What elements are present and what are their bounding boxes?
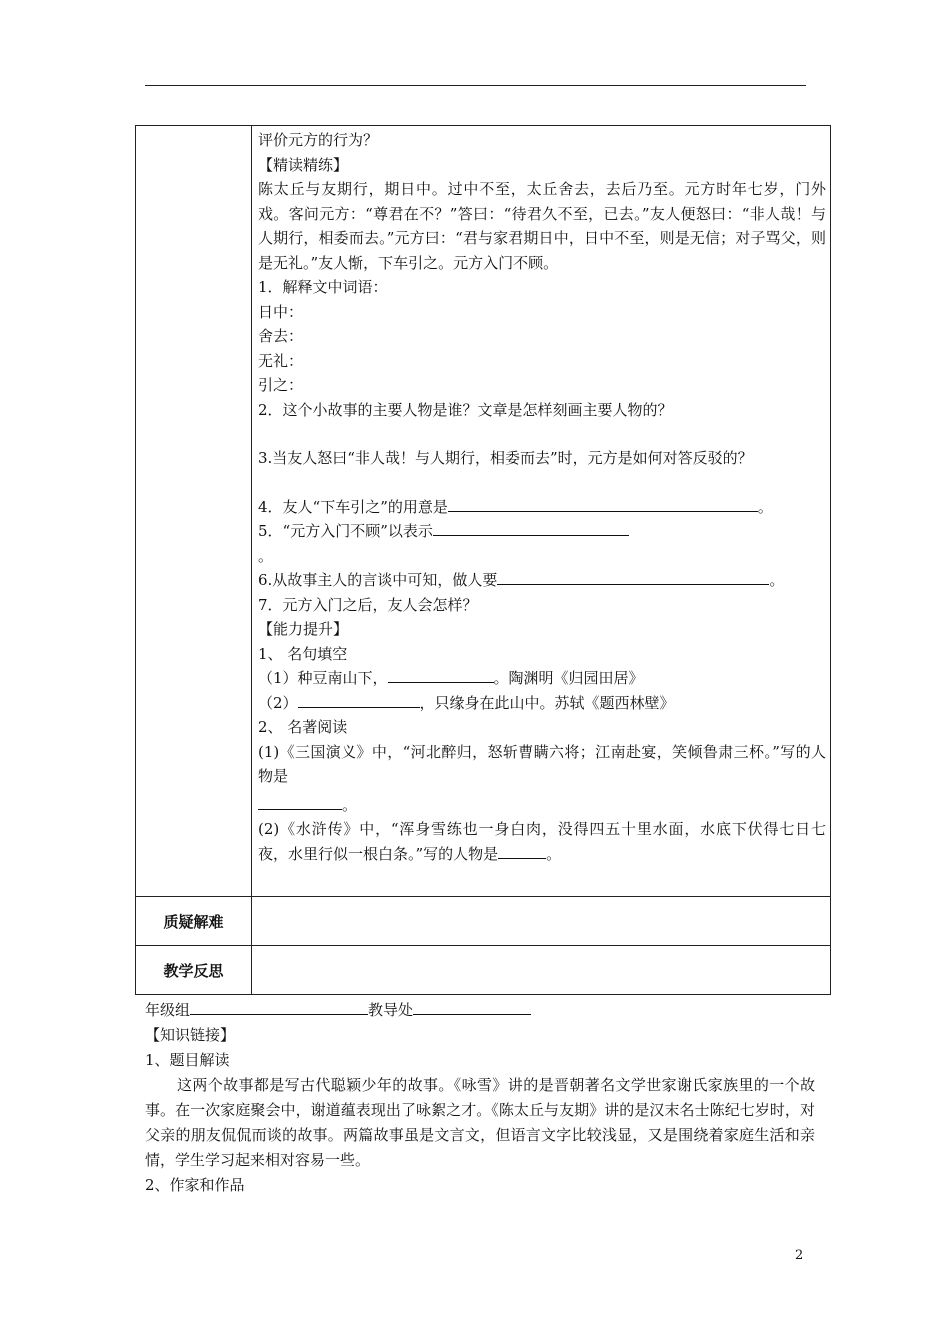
lesson-table [135,125,831,995]
answer-blank[interactable] [497,568,769,585]
term-3: 无礼： [258,351,304,370]
content-cell [252,126,831,897]
question-6-end: 。 [769,571,785,589]
question-6 [258,568,826,593]
answer-blank[interactable] [298,691,420,708]
question-5 [258,519,826,544]
question-4 [258,495,826,520]
answer-blank[interactable] [258,793,342,810]
answer-space [258,422,826,446]
header-rule [145,85,806,86]
fill-1-source: 。陶渊明《归园田居》 [493,669,644,687]
question-7: 7．元方入门之后，友人会怎样？ [258,595,478,614]
zhiyi-row [136,897,831,946]
fill-question-2 [258,691,826,716]
reading-question-2 [258,817,826,866]
passage-text: 陈太丘与友期行，期日中。过中不至，太丘舍去，去后乃至。元方时年七岁，门外戏。客问元方：“尊君在不？”答曰：“待君久不至，已去。”友人便怒曰：“非人哉！与人期行，相委而去。”元方曰：“君与家君期日中，日中不至，则是无信；对子骂父，则是无礼。”友人惭，下车引之。元方入门不顾。 [258,180,826,272]
knowledge-link-heading: 【知识链接】 [145,1026,236,1044]
answer-blank[interactable] [388,666,494,683]
question-6-text: 6.从故事主人的言谈中可知，做人要 [258,571,498,589]
fansi-input-cell[interactable] [252,946,831,995]
fansi-row [136,946,831,995]
empty-label-cell [136,126,252,897]
fill-title: 1、 名句填空 [258,644,348,663]
answer-blank[interactable] [498,842,546,859]
reading-1-end: 。 [342,795,358,814]
reading-2-text: (2)《水浒传》中，“浑身雪练也一身白肉，没得四五十里水面，水底下伏得七日七夜，水里行似一根白条。”写的人物是 [258,820,826,863]
question-5-text: 5．“元方入门不顾”以表示 [258,522,433,540]
topic-body: 这两个故事都是写古代聪颖少年的故事。《咏雪》讲的是晋朝著名文学世家谢氏家族里的一个故事。在一次家庭聚会中，谢道蕴表现出了咏絮之才。《陈太丘与友期》讲的是汉末名士陈纪七岁时，对父亲的朋友侃侃而谈的故事。两篇故事虽是文言文，但语言文字比较浅显，又是围绕着家庭生活和亲情，学生学习起来相对容易一些。 [145,1076,815,1169]
content-row [136,126,831,897]
dept-label: 教导处 [368,1001,414,1019]
page-number: 2 [795,1248,804,1263]
zhiyi-input-cell[interactable] [252,897,831,946]
section-nengli-heading: 【能力提升】 [258,620,349,638]
term-1: 日中： [258,302,304,321]
question-4-text: 4．友人“下车引之”的用意是 [258,497,448,516]
fill-question-1 [258,666,826,691]
reading-2-end: 。 [546,844,562,863]
term-4: 引之： [258,376,304,394]
answer-blank[interactable] [448,495,758,512]
author-title: 2、作家和作品 [145,1176,245,1194]
reading-question-1: (1)《三国演义》中，“河北醉归，怒斩曹瞒六将；江南赴宴，笑倾鲁肃三杯。”写的人物是 [258,742,826,785]
grade-group-blank[interactable] [190,998,368,1015]
question-5-end: 。 [258,546,274,565]
signature-line [145,998,815,1023]
intro-line: 评价元方的行为？ [258,131,379,149]
term-2: 舍去： [258,327,304,345]
reading-1-answer [258,793,826,818]
question-2: 2．这个小故事的主要人物是谁？文章是怎样刻画主要人物的？ [258,400,673,419]
fill-2-source: ，只缘身在此山中。苏轼《题西林壁》 [419,693,675,712]
grade-group-label: 年级组 [145,1001,191,1019]
answer-space [258,471,826,495]
answer-blank[interactable] [433,519,629,536]
footer-section [145,998,815,1198]
question-3: 3.当友人怒曰“非人哉！与人期行，相委而去”时，元方是如何对答反驳的？ [258,449,753,467]
topic-title: 1、题目解读 [145,1051,230,1069]
dept-blank[interactable] [413,998,531,1015]
question-1: 1．解释文中词语： [258,278,388,296]
fill-2-text: （2） [258,693,298,712]
reading-title: 2、 名著阅读 [258,718,348,736]
fansi-label: 教学反思 [136,946,252,995]
fill-1-text: （1）种豆南山下， [258,669,388,687]
section-jingdu-heading: 【精读精练】 [258,155,349,174]
zhiyi-label: 质疑解难 [136,897,252,946]
question-4-end: 。 [757,497,773,516]
